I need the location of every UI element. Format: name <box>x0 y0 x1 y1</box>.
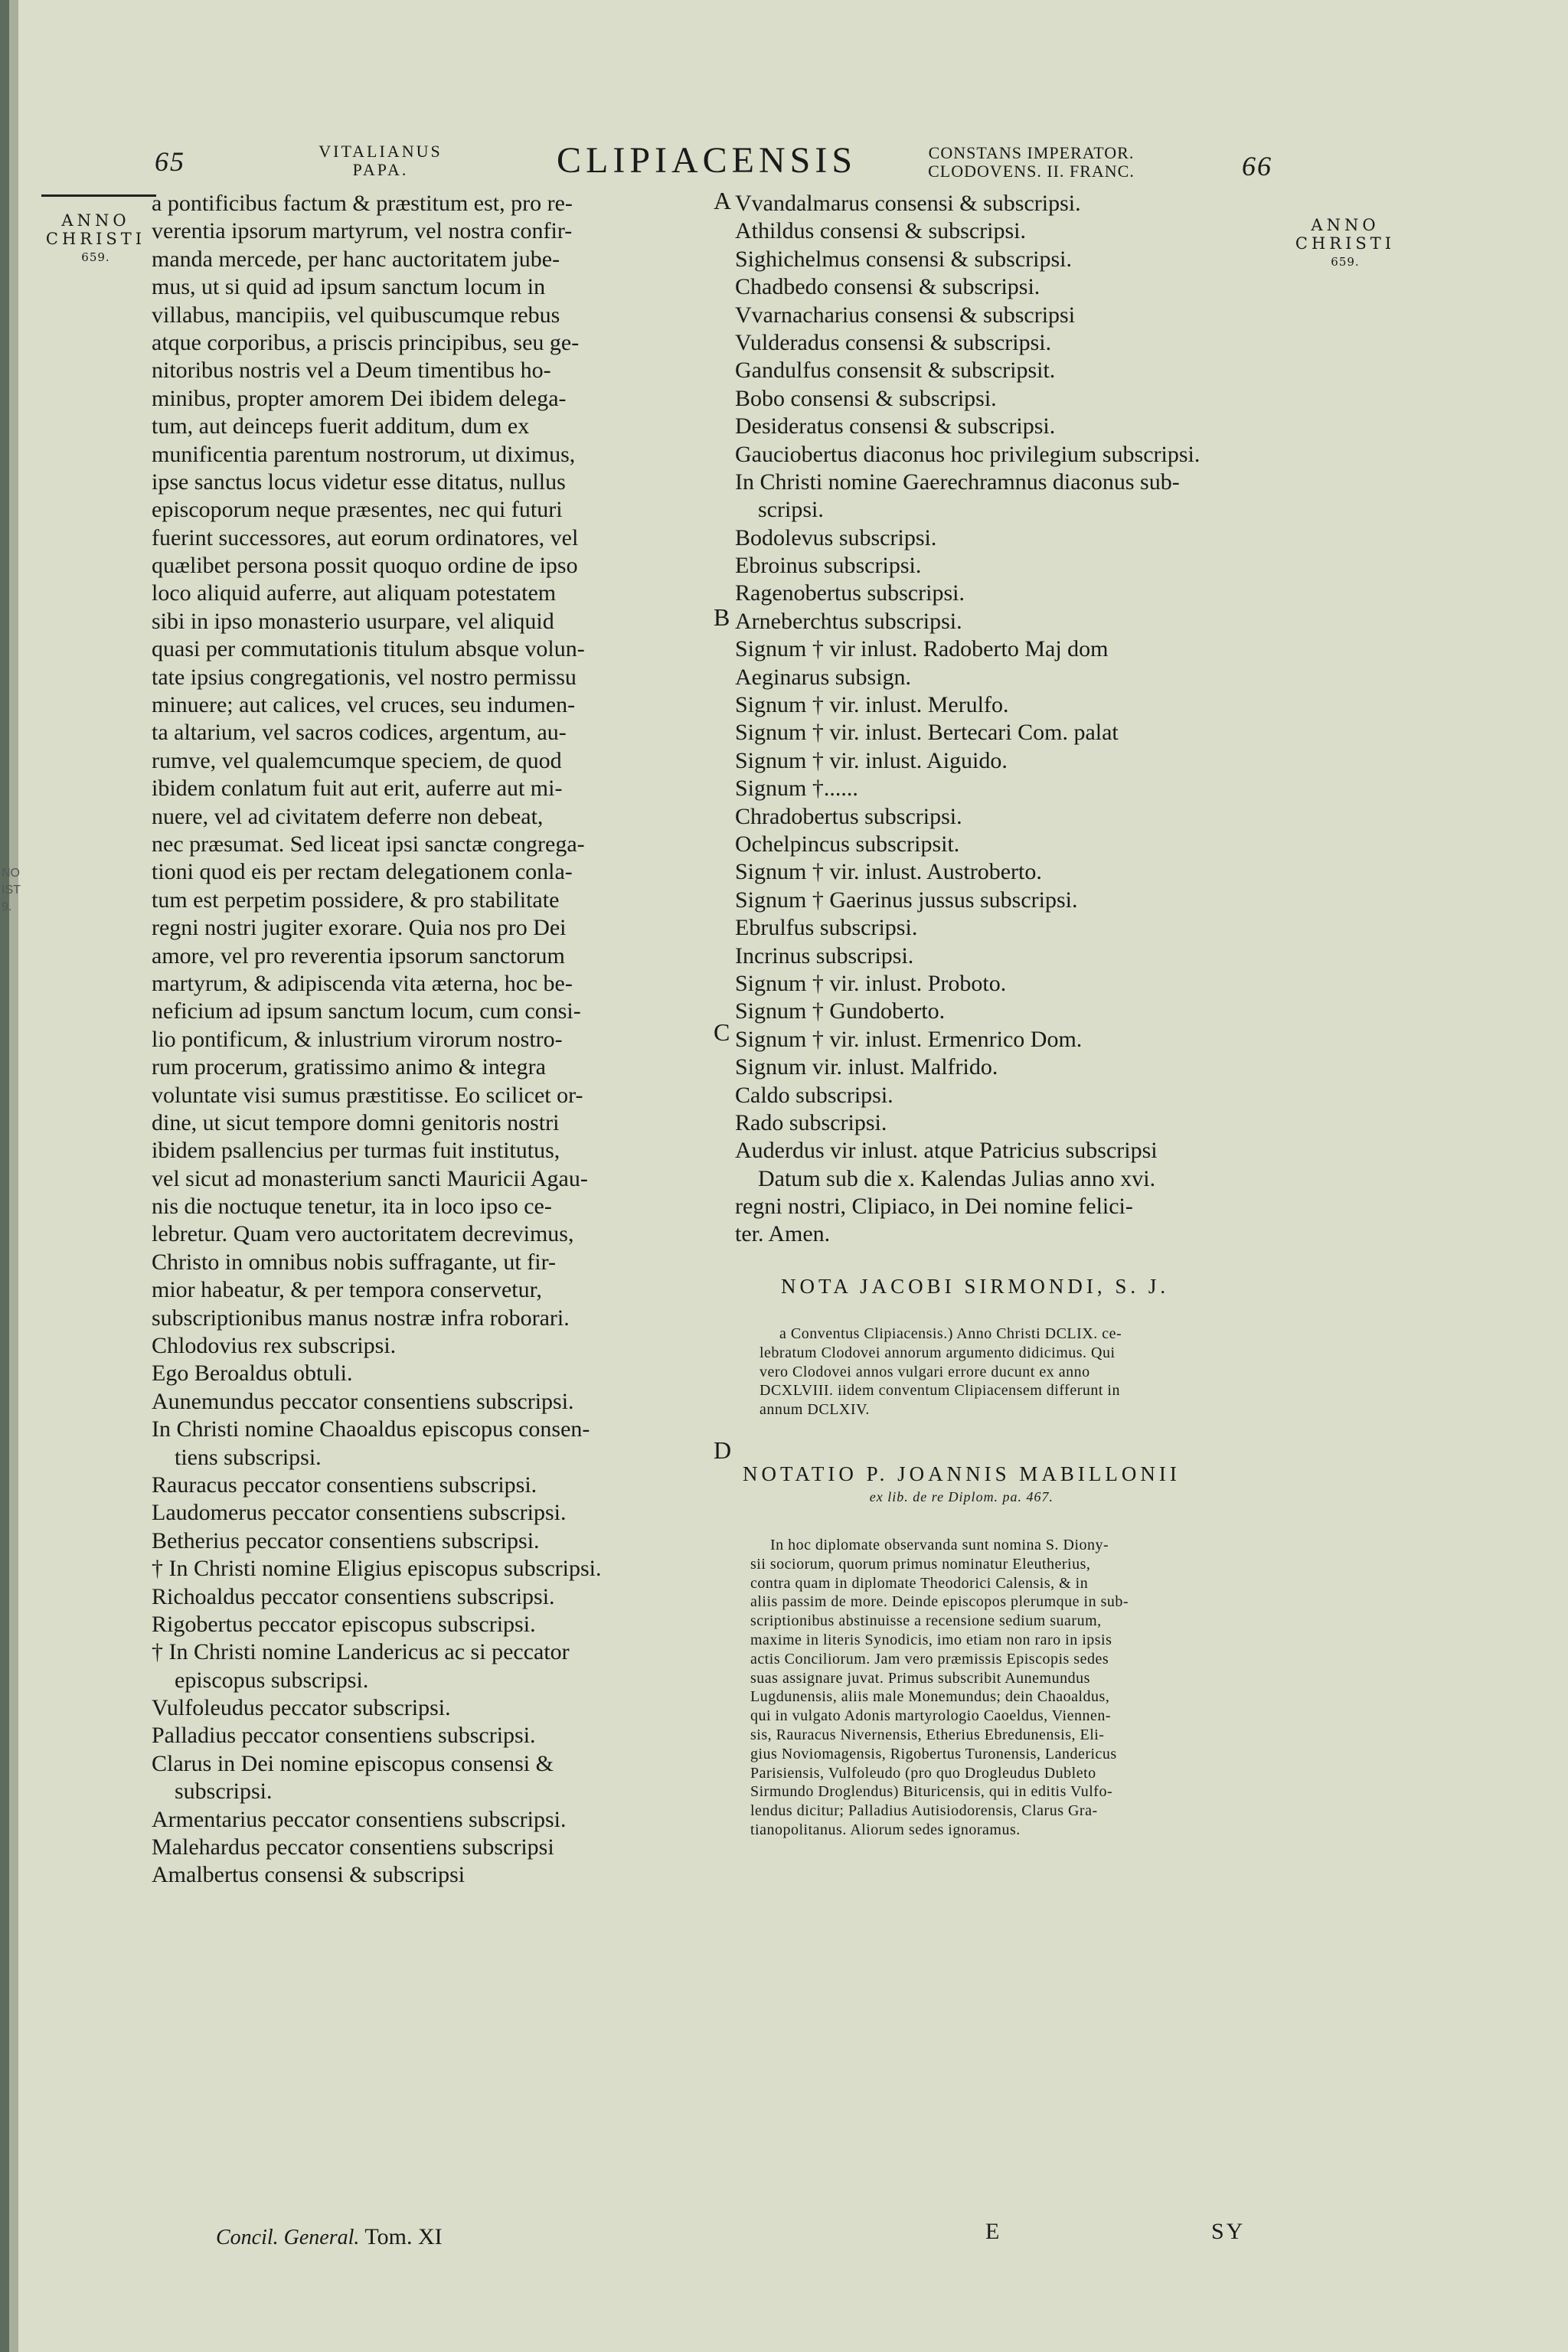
text-line: † In Christi nomine Landericus ac si peccator <box>152 1639 570 1665</box>
text-line: tum, aut deinceps fuerit additum, dum ex <box>152 413 530 439</box>
signature-line: Chadbedo consensi & subscripsi. <box>735 274 1040 300</box>
right-page-number: 66 <box>1242 151 1272 181</box>
mabillon-heading-text: NOTATIO P. JOANNIS MABILLONII <box>743 1462 1181 1485</box>
signature-line: Signum † vir. inlust. Austroberto. <box>735 859 1042 885</box>
stray-margin-fragment <box>2 865 21 916</box>
text-line: ibidem psallencius per turmas fuit institutus, <box>152 1138 560 1164</box>
note-line: contra quam in diplomate Theodorici Calensis, & in <box>750 1574 1089 1592</box>
signature-line: Arneberchtus subscripsi. <box>735 608 962 634</box>
signature-line: Signum † vir. inlust. Merulfo. <box>735 692 1009 718</box>
text-line: episcoporum neque præsentes, nec qui futuri <box>152 497 563 523</box>
note-line: annum DCLXIV. <box>760 1401 870 1419</box>
text-line: sibi in ipso monasterio usurpare, vel aliquid <box>152 608 554 634</box>
text-line: lio pontificum, & inlustrium virorum nostro- <box>152 1026 563 1052</box>
note-line: qui in vulgato Adonis martyrologio Caoeldus, Viennen- <box>750 1707 1111 1725</box>
signature-line: Ochelpincus subscripsit. <box>735 831 960 857</box>
text-line: atque corporibus, a priscis principibus, seu ge- <box>152 329 580 355</box>
footer-collection-title: Concil. General. <box>216 2226 360 2249</box>
page <box>2 0 1568 2352</box>
text-line: nec præsumat. Sed liceat ipsi sanctæ congrega- <box>152 831 585 857</box>
signature-line: Desideratus consensi & subscripsi. <box>735 413 1056 439</box>
text-line: Malehardus peccator consentiens subscripsi <box>152 1834 554 1860</box>
text-line: episcopus subscripsi. <box>175 1667 369 1693</box>
text-line: nitoribus nostris vel a Deum timentibus ho- <box>152 358 551 384</box>
text-line: Rigobertus peccator episcopus subscripsi. <box>152 1611 536 1637</box>
text-line: Christo in omnibus nobis suffragante, ut fir- <box>152 1249 556 1275</box>
text-line: minuere; aut calices, vel cruces, seu indumen- <box>152 692 576 718</box>
text-line: mus, ut si quid ad ipsum sanctum locum in <box>152 274 546 300</box>
text-line: rum procerum, gratissimo animo & integra <box>152 1054 546 1080</box>
text-line: Betherius peccator consentiens subscripsi. <box>152 1527 540 1553</box>
left-running-head-line: VITALIANUS <box>318 142 443 161</box>
stray-line: IST <box>2 884 21 897</box>
mabillon-heading <box>743 1462 1181 1505</box>
signature-line: Ebrulfus subscripsi. <box>735 915 918 941</box>
section-letter-c: C <box>714 1018 730 1046</box>
signature-line: Gauciobertus diaconus hoc privilegium subscripsi. <box>735 441 1200 467</box>
note-line: scriptionibus abstinuisse a recensione sedium suarum, <box>750 1612 1102 1630</box>
right-running-head-line: CONSTANS IMPERATOR. <box>928 143 1135 162</box>
text-line: voluntate visi sumus præstitisse. Eo scilicet or- <box>152 1082 583 1108</box>
margin-note-year: 659. <box>1331 255 1360 269</box>
signature-line: scripsi. <box>758 497 824 523</box>
text-line: Aunemundus peccator consentiens subscripsi. <box>152 1388 574 1414</box>
text-line: villabus, mancipiis, vel quibuscumque rebus <box>152 302 560 328</box>
mabillon-subheading: ex lib. de re Diplom. pa. 467. <box>869 1489 1054 1504</box>
footer-catchword: SY <box>1211 2219 1246 2244</box>
text-line: tiens subscripsi. <box>175 1444 322 1470</box>
signature-line: Vvarnacharius consensi & subscripsi <box>735 302 1076 328</box>
section-letter-a: A <box>714 187 732 214</box>
note-line: tianopolitanus. Aliorum sedes ignoramus. <box>750 1821 1021 1838</box>
text-line: neficium ad ipsum sanctum locum, cum consi- <box>152 998 581 1024</box>
text-line: quasi per commutationis titulum absque volun- <box>152 636 585 662</box>
page-title: CLIPIACENSIS <box>557 140 858 181</box>
signature-line: Signum † vir. inlust. Bertecari Com. palat <box>735 720 1119 746</box>
text-line: tioni quod eis per rectam delegationem conla- <box>152 859 573 885</box>
signature-line: regni nostri, Clipiaco, in Dei nomine felici- <box>735 1194 1133 1220</box>
note-line: aliis passim de more. Deinde episcopos plerumque in sub- <box>750 1593 1129 1611</box>
margin-rule <box>41 194 156 197</box>
signature-line: Rado subscripsi. <box>735 1109 887 1135</box>
left-column <box>152 190 710 1890</box>
text-line: Clarus in Dei nomine episcopus consensi & <box>152 1750 554 1776</box>
signature-line: Chradobertus subscripsi. <box>735 803 962 829</box>
signature-line: In Christi nomine Gaerechramnus diaconus sub- <box>735 469 1180 495</box>
signature-line: Signum † vir. inlust. Aiguido. <box>735 747 1008 773</box>
note-line: a Conventus Clipiacensis.) Anno Christi DCLIX. ce- <box>779 1325 1122 1342</box>
note-line: sii sociorum, quorum primus nominatur Eleutherius, <box>750 1555 1091 1573</box>
signature-line: Signum †...... <box>735 776 858 802</box>
signature-line: Signum † Gundoberto. <box>735 998 946 1024</box>
margin-note-line: CHRISTI <box>45 230 146 248</box>
text-line: martyrum, & adipiscenda vita æterna, hoc be- <box>152 970 573 996</box>
margin-note-line: ANNO <box>61 211 130 230</box>
section-letter-d: D <box>714 1436 732 1464</box>
section-letter-b: B <box>714 603 730 631</box>
signature-line: Athildus consensi & subscripsi. <box>735 218 1026 244</box>
text-line: vel sicut ad monasterium sancti Mauricii Agau- <box>152 1165 588 1191</box>
note-line: DCXLVIII. iidem conventum Clipiacensem differunt in <box>760 1382 1120 1400</box>
signature-line: Sighichelmus consensi & subscripsi. <box>735 246 1072 272</box>
note-line: actis Conciliorum. Jam vero præmissis Episcopis sedes <box>750 1650 1109 1668</box>
signature-line: Ebroinus subscripsi. <box>735 553 922 579</box>
text-line: amore, vel pro reverentia ipsorum sanctorum <box>152 942 565 969</box>
text-line: nis die noctuque tenetur, ita in loco ipso ce- <box>152 1194 552 1220</box>
text-line: nuere, vel ad civitatem deferre non debeat, <box>152 803 544 829</box>
note-line: maxime in literis Synodicis, imo etiam non raro in ipsis <box>750 1631 1112 1648</box>
sirmondi-note <box>760 1325 1295 1419</box>
text-line: manda mercede, per hanc auctoritatem jube- <box>152 246 560 272</box>
margin-note-left <box>31 211 161 266</box>
note-line: suas assignare juvat. Primus subscribit Aunemundus <box>750 1669 1090 1687</box>
signature-line: Gandulfus consensit & subscripsit. <box>735 358 1056 384</box>
note-line: vero Clodovei annos vulgari errore ducunt ex anno <box>760 1363 1090 1380</box>
text-line: † In Christi nomine Eligius episcopus subscripsi. <box>152 1556 602 1582</box>
signature-line: Caldo subscripsi. <box>735 1082 893 1108</box>
signature-line: Aeginarus subsign. <box>735 664 911 690</box>
signature-line: Signum † vir. inlust. Proboto. <box>735 970 1007 996</box>
note-line: lebratum Clodovei annorum argumento didicimus. Qui <box>760 1344 1116 1361</box>
text-line: subscripsi. <box>175 1779 273 1805</box>
signature-line: Vulderadus consensi & subscripsi. <box>735 329 1052 355</box>
text-line: mior habeatur, & per tempora conservetur, <box>152 1277 542 1303</box>
text-line: subscriptionibus manus nostræ infra roborari. <box>152 1305 570 1331</box>
text-line: minibus, propter amorem Dei ibidem delega- <box>152 385 567 411</box>
note-line: sis, Rauracus Nivernensis, Etherius Ebredunensis, Eli- <box>750 1726 1105 1743</box>
signature-line: Signum † Gaerinus jussus subscripsi. <box>735 887 1078 913</box>
text-line: Rauracus peccator consentiens subscripsi. <box>152 1472 537 1498</box>
text-line: Laudomerus peccator consentiens subscripsi. <box>152 1500 567 1526</box>
right-running-head <box>893 144 1169 181</box>
signature-line: ter. Amen. <box>735 1221 831 1247</box>
right-running-head-line: CLODOVENS. II. FRANC. <box>928 162 1135 181</box>
text-line: Amalbertus consensi & subscripsi <box>152 1862 466 1888</box>
note-line: Lugdunensis, aliis male Monemundus; dein Chaoaldus, <box>750 1688 1110 1706</box>
signature-line: Signum † vir. inlust. Ermenrico Dom. <box>735 1026 1083 1052</box>
signature-line: Bodolevus subscripsi. <box>735 524 937 550</box>
left-running-head <box>304 142 457 179</box>
signature-line: Vvandalmarus consensi & subscripsi. <box>735 191 1081 216</box>
text-line: Ego Beroaldus obtuli. <box>152 1361 353 1387</box>
stray-line: NO <box>2 867 20 880</box>
signature-line: Bobo consensi & subscripsi. <box>735 385 997 411</box>
mabillon-note <box>750 1536 1294 1840</box>
signature-line: Signum vir. inlust. Malfrido. <box>735 1054 998 1080</box>
text-line: a pontificibus factum & præstitum est, pro re- <box>152 191 573 216</box>
text-line: tum est perpetim possidere, & pro stabilitate <box>152 887 560 913</box>
text-line: ipse sanctus locus videtur esse ditatus, nullus <box>152 469 566 495</box>
text-line: dine, ut sicut tempore domni genitoris nostri <box>152 1109 560 1135</box>
text-line: loco aliquid auferre, aut aliquam potestatem <box>152 580 557 606</box>
margin-note-line: ANNO <box>1311 216 1380 234</box>
left-running-head-line: PAPA. <box>352 160 409 179</box>
text-line: ibidem conlatum fuit aut erit, auferre aut mi- <box>152 776 563 802</box>
text-line: regni nostri jugiter exorare. Quia nos pro Dei <box>152 915 567 941</box>
text-line: Palladius peccator consentiens subscripsi. <box>152 1723 536 1749</box>
left-page-number: 65 <box>155 146 185 177</box>
note-line: lendus dicitur; Palladius Autisiodorensis, Clarus Gra- <box>750 1802 1098 1820</box>
text-line: In Christi nomine Chaoaldus episcopus consen- <box>152 1416 590 1442</box>
text-line: verentia ipsorum martyrum, vel nostra confir- <box>152 218 573 244</box>
text-line: tate ipsius congregationis, vel nostro permissu <box>152 664 577 690</box>
signature-line: Signum † vir inlust. Radoberto Maj dom <box>735 636 1109 662</box>
margin-note-year: 659. <box>81 250 110 264</box>
note-line: In hoc diplomate observanda sunt nomina S. Diony- <box>770 1537 1109 1553</box>
sirmondi-heading: NOTA JACOBI SIRMONDI, S. J. <box>781 1275 1170 1298</box>
signature-line: Incrinus subscripsi. <box>735 942 914 969</box>
text-line: fuerint successores, aut eorum ordinatores, vel <box>152 524 579 550</box>
text-line: ta altarium, vel sacros codices, argentum, au- <box>152 720 567 746</box>
footer-collection <box>216 2224 443 2250</box>
signature-line: Datum sub die x. Kalendas Julias anno xvi. <box>758 1165 1156 1191</box>
footer-tome: Tom. XI <box>364 2224 443 2249</box>
text-line: quælibet persona possit quoquo ordine de ipso <box>152 553 578 579</box>
signature-line: Ragenobertus subscripsi. <box>735 580 965 606</box>
page-edge <box>9 0 18 2352</box>
text-line: munificentia parentum nostrorum, ut diximus, <box>152 441 576 467</box>
note-line: Parisiensis, Vulfoleudo (pro quo Drogleudus Dubleto <box>750 1764 1096 1782</box>
text-line: Richoaldus peccator consentiens subscripsi. <box>152 1583 555 1609</box>
footer-signature: E <box>985 2219 1000 2244</box>
note-line: Sirmundo Droglendus) Bituricensis, qui in editis Vulfo- <box>750 1783 1113 1801</box>
margin-note-line: CHRISTI <box>1295 234 1396 253</box>
text-line: Vulfoleudus peccator subscripsi. <box>152 1695 451 1721</box>
signature-line: Auderdus vir inlust. atque Patricius subscripsi <box>735 1138 1158 1164</box>
text-line: Armentarius peccator consentiens subscripsi. <box>152 1806 567 1832</box>
stray-line: 9. <box>2 900 12 913</box>
text-line: Chlodovius rex subscripsi. <box>152 1333 397 1359</box>
text-line: lebretur. Quam vero auctoritatem decrevimus, <box>152 1221 574 1247</box>
right-column <box>735 190 1317 1249</box>
text-line: rumve, vel qualemcumque speciem, de quod <box>152 747 562 773</box>
note-line: gius Noviomagensis, Rigobertus Turonensis, Landericus <box>750 1745 1117 1762</box>
